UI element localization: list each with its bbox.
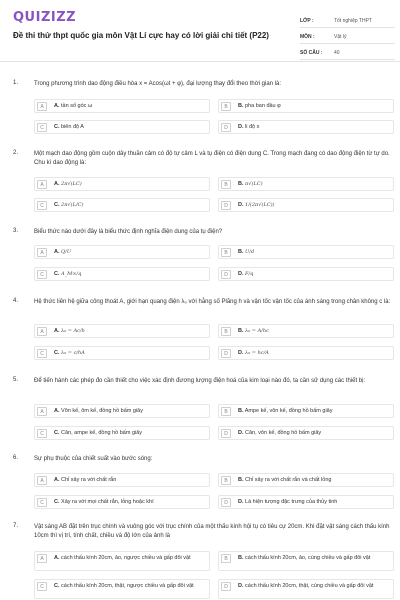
option-letter: D	[221, 123, 231, 132]
option-letter: D	[221, 429, 231, 438]
option-d[interactable]: D D. cách thấu kính 20cm, thật, cùng chiều và gấp đôi vật	[218, 579, 394, 599]
option-text: cách thấu kính 20cm, ảo, ngược chiều và gấp đôi vật	[61, 555, 191, 561]
option-c[interactable]: C C. A_M∞/q	[34, 267, 210, 281]
option-letter: C	[37, 201, 47, 210]
meta-label: SỐ CÂU :	[300, 49, 323, 56]
option-text: Chỉ xảy ra với chất rắn	[61, 477, 117, 483]
quizizz-logo: QUIZIZZ	[13, 10, 77, 25]
question-text: Một mạch dao động gồm cuộn dây thuần cảm có độ tự cảm L và tụ điện có điện dung C. Trong mạch đang có dao động điện từ tự do. Chu kì dao động là:	[34, 151, 390, 166]
option-c[interactable]: C C. Cân, ampe kế, đồng hồ bấm giây	[34, 426, 210, 440]
option-text: pha ban đầu φ	[245, 103, 281, 109]
option-formula: F/q	[245, 271, 254, 277]
option-a[interactable]: A A. Vôn kế, ôm kế, đồng hồ bấm giây	[34, 404, 210, 418]
option-letter: D	[221, 201, 231, 210]
question-6	[13, 455, 395, 515]
option-b[interactable]: B B. cách thấu kính 20cm, ảo, cùng chiều và gấp đôi vật	[218, 551, 394, 571]
option-letter: A	[37, 554, 47, 563]
question-number: 4.	[13, 298, 19, 304]
option-formula: λ₀ = A/hc	[245, 328, 269, 334]
option-c[interactable]: C C. biên độ A	[34, 120, 210, 134]
meta-table	[300, 14, 395, 62]
option-c[interactable]: C C. Xảy ra với mọi chất rắn, lỏng hoặc khí	[34, 495, 210, 509]
option-letter: A	[37, 407, 47, 416]
option-text: Cân, vôn kế, đồng hồ bấm giây	[245, 430, 322, 436]
option-letter: B	[221, 554, 231, 563]
option-letter: B	[221, 102, 231, 111]
option-formula: Q/U	[61, 249, 72, 255]
meta-value: Tốt nghiệp THPT	[334, 17, 372, 24]
question-7	[13, 523, 395, 600]
option-letter: A	[37, 476, 47, 485]
option-a[interactable]: A A. cách thấu kính 20cm, ảo, ngược chiều và gấp đôi vật	[34, 551, 210, 571]
option-text: Xảy ra với mọi chất rắn, lỏng hoặc khí	[61, 499, 154, 505]
option-d[interactable]: D D. 1/(2π√(LC))	[218, 198, 394, 212]
option-d[interactable]: D D. F/q	[218, 267, 394, 281]
option-text: Chỉ xảy ra với chất rắn và chất lỏng	[245, 477, 332, 483]
option-a[interactable]: A A. λ₀ = Ac/h	[34, 324, 210, 338]
option-b[interactable]: B B. λ₀ = A/hc	[218, 324, 394, 338]
option-formula: 1/(2π√(LC))	[245, 202, 275, 208]
option-letter: D	[221, 582, 231, 591]
option-letter: D	[221, 270, 231, 279]
option-letter: B	[221, 180, 231, 189]
meta-label: MÔN :	[300, 33, 315, 40]
option-d[interactable]: D D. λ₀ = hc/A	[218, 346, 394, 360]
option-letter: C	[37, 582, 47, 591]
meta-row-count	[300, 46, 395, 60]
option-b[interactable]: B B. pha ban đầu φ	[218, 99, 394, 113]
question-number: 7.	[13, 523, 19, 529]
option-formula: A_M∞/q	[61, 271, 82, 277]
question-text: Hệ thức liên hệ giữa công thoát A, giới hạn quang điện λ₀ với hằng số Plăng h và vận tốc vận tốc của ánh sáng trong chân không c là:	[34, 299, 391, 305]
option-c[interactable]: C C. cách thấu kính 20cm, thật, ngược chiều và gấp đôi vật	[34, 579, 210, 599]
option-formula: U/d	[245, 249, 255, 255]
meta-value: 40	[334, 49, 340, 56]
question-text: Biểu thức nào dưới đây là biểu thức định nghĩa điện dung của tụ điện?	[34, 229, 223, 235]
option-a[interactable]: A A. Chỉ xảy ra với chất rắn	[34, 473, 210, 487]
question-text: Trong phương trình dao động điều hòa x = Acos(ωt + φ), đại lượng thay đổi theo thời gian là:	[34, 81, 282, 87]
option-formula: 2π√(L/C)	[61, 202, 84, 208]
meta-label: LỚP :	[300, 17, 314, 24]
document-title: Đề thi thử thpt quốc gia môn Vật Lí cực hay có lời giải chi tiết (P22)	[13, 31, 269, 40]
question-4	[13, 298, 395, 368]
question-text: Vật sáng AB đặt trên trục chính và vuông góc với trục chính của một thấu kính hội tụ có tiêu cự 20cm. Khi đặt vật sáng cách thấu kính 10cm thì vị trí, tính chất, chiều và độ lớn của ảnh là	[34, 524, 390, 539]
question-number: 3.	[13, 228, 19, 234]
question-2	[13, 150, 395, 222]
option-letter: C	[37, 349, 47, 358]
option-text: Cân, ampe kế, đồng hồ bấm giây	[61, 430, 143, 436]
question-number: 5.	[13, 377, 19, 383]
question-1	[13, 80, 395, 140]
option-text: tần số góc ω	[61, 103, 93, 109]
option-letter: A	[37, 180, 47, 189]
meta-value: Vật lý	[334, 33, 347, 40]
option-letter: A	[37, 248, 47, 257]
option-letter: B	[221, 476, 231, 485]
option-c[interactable]: C C. λ₀ = c/hA	[34, 346, 210, 360]
option-formula: λ₀ = hc/A	[245, 350, 269, 356]
option-d[interactable]: D D. li độ x	[218, 120, 394, 134]
option-text: Ampe kế, vôn kế, đồng hồ bấm giây	[244, 408, 333, 414]
option-formula: λ₀ = c/hA	[61, 350, 85, 356]
question-text: Sự phụ thuộc của chiết suất vào bước sóng:	[34, 456, 153, 462]
option-letter: B	[221, 248, 231, 257]
option-formula: 2π√(LC)	[61, 181, 82, 187]
option-text: li độ x	[245, 124, 260, 130]
option-letter: B	[221, 407, 231, 416]
meta-row-class	[300, 14, 395, 28]
option-letter: D	[221, 349, 231, 358]
question-number: 2.	[13, 150, 19, 156]
option-text: cách thấu kính 20cm, ảo, cùng chiều và gấp đôi vật	[245, 555, 371, 561]
document-header	[0, 0, 400, 62]
option-formula: λ₀ = Ac/h	[61, 328, 85, 334]
option-text: Là hiện tượng đặc trưng của thủy tinh	[245, 499, 338, 505]
option-c[interactable]: C C. 2π√(L/C)	[34, 198, 210, 212]
option-b[interactable]: B B. Chỉ xảy ra với chất rắn và chất lỏng	[218, 473, 394, 487]
option-text: cách thấu kính 20cm, thật, ngược chiều và gấp đôi vật	[61, 583, 194, 589]
question-3	[13, 228, 395, 290]
option-text: Vôn kế, ôm kế, đồng hồ bấm giây	[61, 408, 143, 414]
option-letter: A	[37, 102, 47, 111]
question-number: 6.	[13, 455, 19, 461]
option-d[interactable]: D D. Cân, vôn kế, đồng hồ bấm giây	[218, 426, 394, 440]
option-letter: C	[37, 123, 47, 132]
option-b[interactable]: B B. U/d	[218, 245, 394, 259]
option-b[interactable]: B B. π√(LC)	[218, 177, 394, 191]
option-letter: D	[221, 498, 231, 507]
option-letter: A	[37, 327, 47, 336]
question-text: Để tiến hành các phép đo cần thiết cho việc xác định đương lượng điện hoá của kim loại nào đó, ta cần sử dụng các thiết bị:	[34, 378, 366, 384]
option-b[interactable]: B B. Ampe kế, vôn kế, đồng hồ bấm giây	[218, 404, 394, 418]
meta-row-subject	[300, 30, 395, 44]
question-number: 1.	[13, 80, 19, 86]
option-letter: C	[37, 429, 47, 438]
question-5	[13, 377, 395, 445]
option-a[interactable]: A A. 2π√(LC)	[34, 177, 210, 191]
option-text: cách thấu kính 20cm, thật, cùng chiều và gấp đôi vật	[245, 583, 374, 589]
option-text: biên độ A	[61, 124, 84, 130]
option-a[interactable]: A A. Q/U	[34, 245, 210, 259]
option-a[interactable]: A A. tần số góc ω	[34, 99, 210, 113]
option-letter: C	[37, 498, 47, 507]
option-d[interactable]: D D. Là hiện tượng đặc trưng của thủy tinh	[218, 495, 394, 509]
option-formula: π√(LC)	[245, 181, 263, 187]
option-letter: B	[221, 327, 231, 336]
option-letter: C	[37, 270, 47, 279]
